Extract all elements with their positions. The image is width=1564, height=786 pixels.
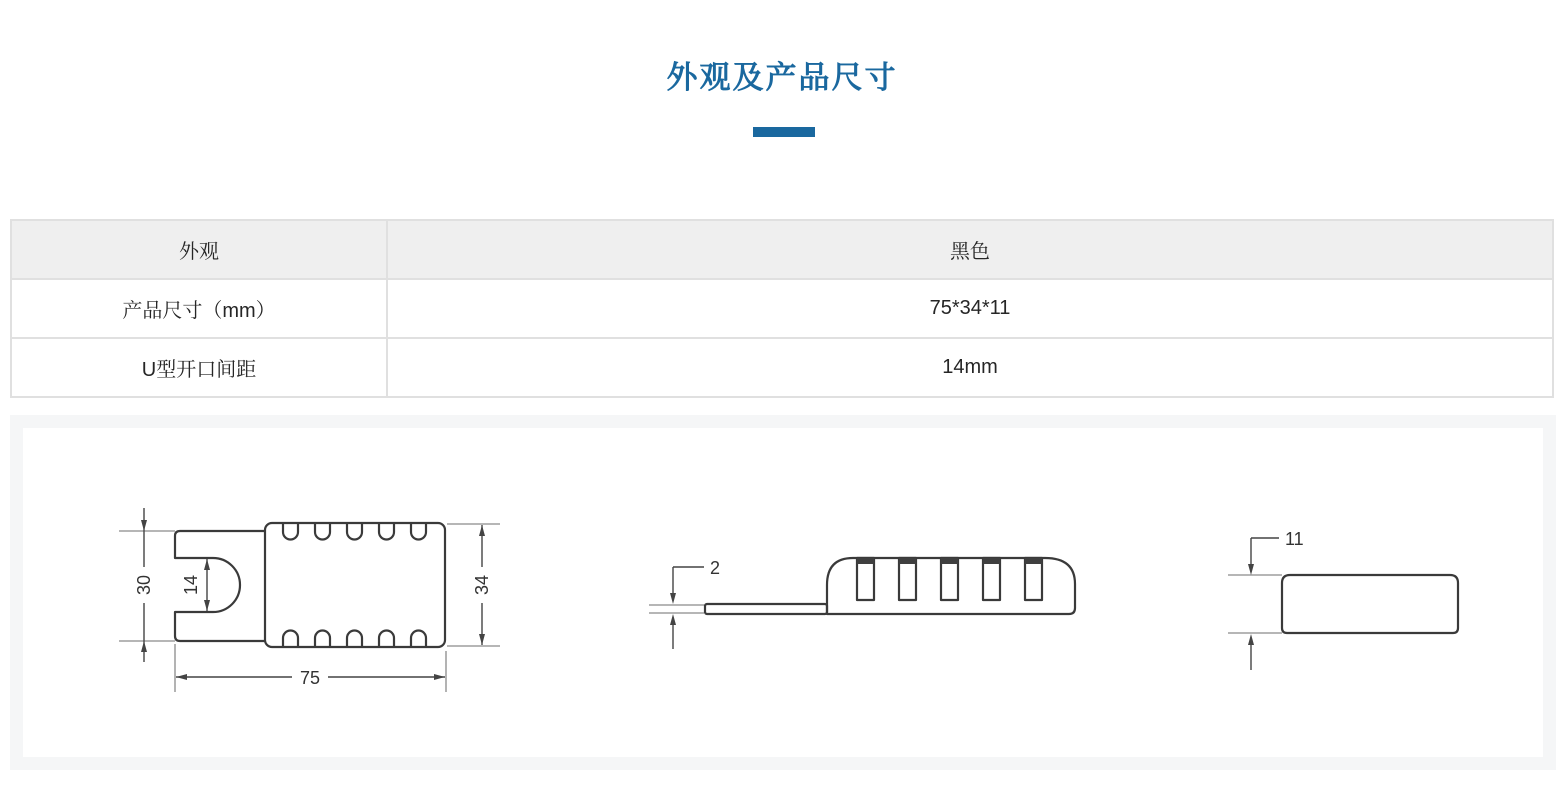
dim-opening-label: 14 bbox=[181, 574, 201, 596]
end-view-dimensions bbox=[1228, 529, 1304, 670]
table-row bbox=[11, 220, 1553, 279]
spec-table bbox=[10, 219, 1554, 398]
dim-body-height-label: 34 bbox=[472, 574, 492, 596]
dim-width-label: 75 bbox=[299, 668, 321, 688]
end-view-drawing bbox=[1282, 575, 1458, 633]
side-body-outline bbox=[827, 558, 1075, 614]
dimension-drawing bbox=[23, 428, 1543, 757]
front-view-dimensions bbox=[119, 508, 500, 692]
top-notches bbox=[283, 523, 426, 540]
side-view-drawing bbox=[705, 558, 1075, 614]
table-row bbox=[11, 279, 1553, 338]
body-outline bbox=[265, 523, 445, 647]
spec-label-appearance: 外观 bbox=[11, 220, 387, 279]
drawing-panel bbox=[10, 415, 1556, 770]
side-slots bbox=[857, 558, 1042, 600]
spec-value-appearance: 黑色 bbox=[387, 220, 1553, 279]
tongue-outline bbox=[705, 604, 827, 614]
front-view-drawing bbox=[175, 523, 445, 647]
dim-tongue-thickness-label: 2 bbox=[710, 558, 721, 578]
spec-value-dimensions: 75*34*11 bbox=[387, 279, 1553, 338]
spec-label-u-opening: U型开口间距 bbox=[11, 338, 387, 397]
spec-value-u-opening: 14mm bbox=[387, 338, 1553, 397]
table-row bbox=[11, 338, 1553, 397]
dim-fork-height-label: 30 bbox=[134, 574, 154, 596]
spec-label-dimensions: 产品尺寸（mm） bbox=[11, 279, 387, 338]
end-body-outline bbox=[1282, 575, 1458, 633]
dim-end-height-label: 11 bbox=[1285, 529, 1304, 549]
page-title: 外观及产品尺寸 bbox=[666, 60, 898, 95]
bottom-notches bbox=[283, 631, 426, 648]
title-underline bbox=[753, 127, 815, 137]
